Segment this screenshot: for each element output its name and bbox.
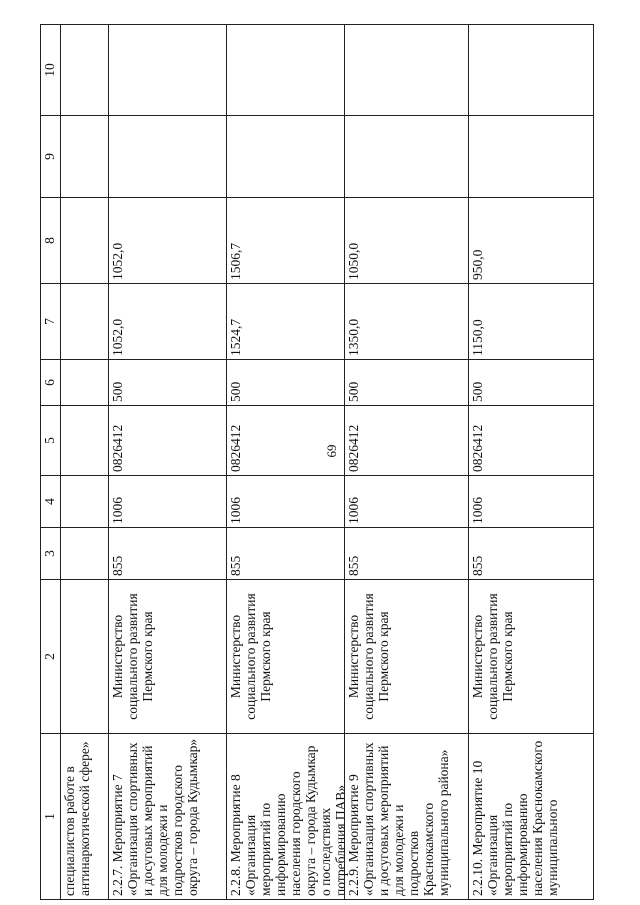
row-2-c3: 855 bbox=[226, 528, 344, 580]
row-4-c9 bbox=[468, 116, 594, 198]
row-4-activity: 2.2.10. Мероприятие 10 «Организация мероприятий по информированию населения Краснокамского муниципального bbox=[468, 734, 594, 900]
row-0-c3 bbox=[60, 528, 108, 580]
row-2-c6: 500 bbox=[226, 360, 344, 406]
row-1-c7: 1052,0 bbox=[108, 284, 226, 360]
row-4-c4: 1006 bbox=[468, 476, 594, 528]
row-0-c4 bbox=[60, 476, 108, 528]
col-header-1: 1 bbox=[40, 734, 60, 900]
row-2-activity: 2.2.8. Мероприятие 8 «Организация мероприятий по информированию населения городского округа – города Кудымкар о последствиях потребления ПАВ» bbox=[226, 734, 344, 900]
row-0-activity: специалистов работе в антинаркотической сфере» bbox=[60, 734, 108, 900]
row-0-c5 bbox=[60, 406, 108, 476]
row-0-ministry bbox=[60, 580, 108, 734]
row-3-c8: 1050,0 bbox=[344, 198, 468, 284]
row-4-ministry: Министерство социального развития Пермского края bbox=[468, 580, 594, 734]
row-1-ministry: Министерство социального развития Пермского края bbox=[108, 580, 226, 734]
row-3-c7: 1350,0 bbox=[344, 284, 468, 360]
row-2-c10 bbox=[226, 24, 344, 116]
row-1-c9 bbox=[108, 116, 226, 198]
row-3-c4: 1006 bbox=[344, 476, 468, 528]
row-4-c8: 950,0 bbox=[468, 198, 594, 284]
row-4-c3: 855 bbox=[468, 528, 594, 580]
page-number: 69 bbox=[324, 444, 339, 458]
row-2-c4: 1006 bbox=[226, 476, 344, 528]
row-0-c9 bbox=[60, 116, 108, 198]
row-1-c10 bbox=[108, 24, 226, 116]
table-stage bbox=[40, 20, 600, 900]
row-1-c4: 1006 bbox=[108, 476, 226, 528]
row-1-c5: 0826412 bbox=[108, 406, 226, 476]
col-header-8: 8 bbox=[40, 198, 60, 284]
col-header-5: 5 bbox=[40, 406, 60, 476]
col-header-3: 3 bbox=[40, 528, 60, 580]
row-3-ministry: Министерство социального развития Пермского края bbox=[344, 580, 468, 734]
col-header-9: 9 bbox=[40, 116, 60, 198]
row-0-c6 bbox=[60, 360, 108, 406]
col-header-2: 2 bbox=[40, 580, 60, 734]
row-4-c7: 1150,0 bbox=[468, 284, 594, 360]
row-1-activity: 2.2.7. Мероприятие 7 «Организация спортивных и досуговых мероприятий для молодежи и подростков городского округа – города Кудымкар» bbox=[108, 734, 226, 900]
row-2-c7: 1524,7 bbox=[226, 284, 344, 360]
row-3-activity: 2.2.9. Мероприятие 9 «Организация спортивных и досуговых мероприятий для молодежи и подростков Краснокамского муниципального района» bbox=[344, 734, 468, 900]
row-2-c5: 0826412 bbox=[226, 406, 344, 476]
row-4-c5: 0826412 bbox=[468, 406, 594, 476]
row-2-c9 bbox=[226, 116, 344, 198]
row-4-c6: 500 bbox=[468, 360, 594, 406]
row-0-c10 bbox=[60, 24, 108, 116]
col-header-6: 6 bbox=[40, 360, 60, 406]
row-1-c8: 1052,0 bbox=[108, 198, 226, 284]
col-header-4: 4 bbox=[40, 476, 60, 528]
row-3-c6: 500 bbox=[344, 360, 468, 406]
col-header-7: 7 bbox=[40, 284, 60, 360]
row-1-c3: 855 bbox=[108, 528, 226, 580]
row-0-c7 bbox=[60, 284, 108, 360]
rotated-table bbox=[40, 20, 600, 900]
row-3-c3: 855 bbox=[344, 528, 468, 580]
row-3-c9 bbox=[344, 116, 468, 198]
row-3-c10 bbox=[344, 24, 468, 116]
col-header-10: 10 bbox=[40, 24, 60, 116]
row-2-ministry: Министерство социального развития Пермского края bbox=[226, 580, 344, 734]
row-3-c5: 0826412 bbox=[344, 406, 468, 476]
row-2-c8: 1506,7 bbox=[226, 198, 344, 284]
row-0-c8 bbox=[60, 198, 108, 284]
row-4-c10 bbox=[468, 24, 594, 116]
row-1-c6: 500 bbox=[108, 360, 226, 406]
